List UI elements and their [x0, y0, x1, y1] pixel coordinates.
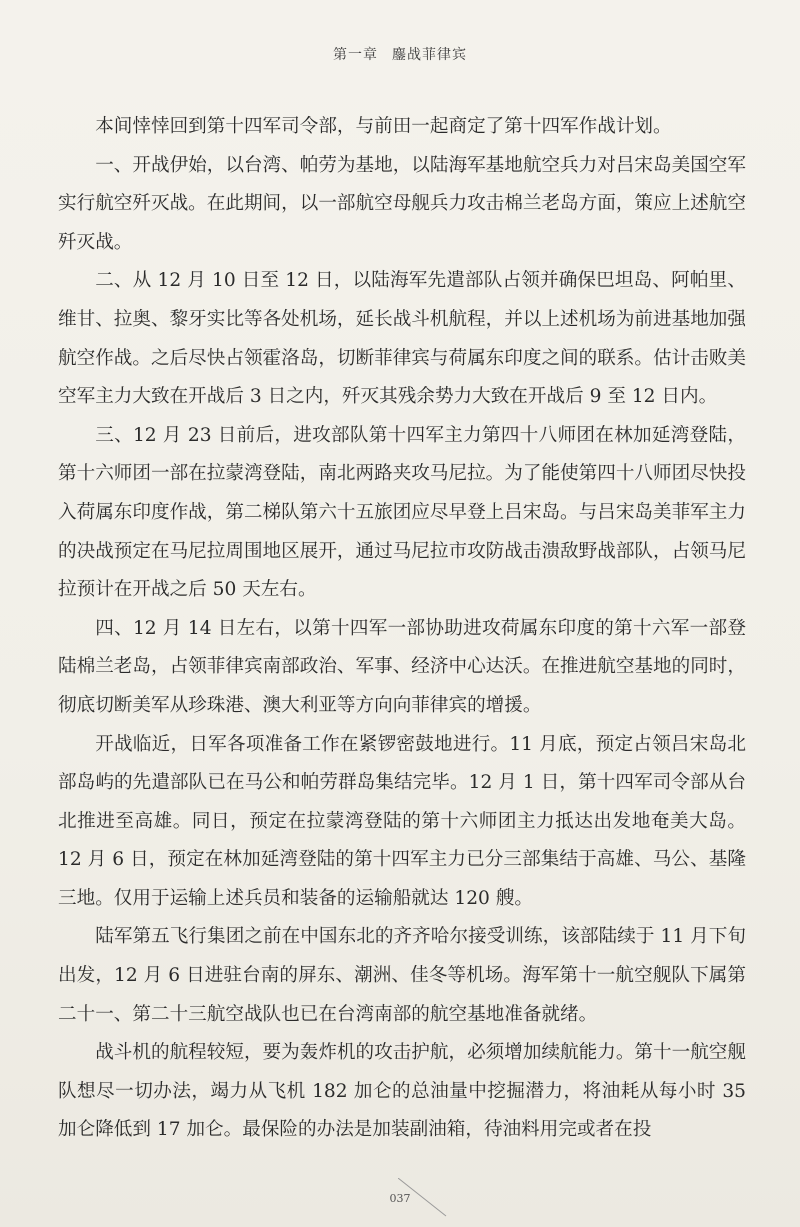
paragraph: 一、开战伊始，以台湾、帕劳为基地，以陆海军基地航空兵力对吕宋岛美国空军实行航空歼灭战。在此期间，以一部航空母舰兵力攻击棉兰老岛方面，策应上述航空歼灭战。	[58, 154, 746, 253]
paragraph: 战斗机的航程较短，要为轰炸机的攻击护航，必须增加续航能力。第十一航空舰队想尽一切办法，竭力从飞机 182 加仑的总油量中挖掘潜力，将油耗从每小时 35 加仑降低到 17 加仑。最保险的办法是加装副油箱，待油料用完或者在投	[58, 1042, 746, 1141]
chapter-label: 第一章	[333, 47, 378, 63]
paragraph: 二、从 12 月 10 日至 12 日，以陆海军先遣部队占领并确保巴坦岛、阿帕里、维甘、拉奥、黎牙实比等各处机场，延长战斗机航程，并以上述机场为前进基地加强航空作战。之后尽快占领霍洛岛，切断菲律宾与荷属东印度之间的联系。估计击败美空军主力大致在开战后 3 日之内，歼灭其残余势力大致在开战后 9 至 12 日内。	[58, 270, 746, 408]
paragraph: 陆军第五飞行集团之前在中国东北的齐齐哈尔接受训练，该部陆续于 11 月下旬出发，12 月 6 日进驻台南的屏东、潮洲、佳冬等机场。海军第十一航空舰队下属第二十一、第二十三航空战队也已在台湾南部的航空基地准备就绪。	[58, 926, 746, 1025]
paragraph: 三、12 月 23 日前后，进攻部队第十四军主力第四十八师团在林加延湾登陆，第十六师团一部在拉蒙湾登陆，南北两路夹攻马尼拉。为了能使第四十八师团尽快投入荷属东印度作战，第二梯队第六十五旅团应尽早登上吕宋岛。与吕宋岛美菲军主力的决战预定在马尼拉周围地区展开，通过马尼拉市攻防战击溃敌野战部队，占领马尼拉预计在开战之后 50 天左右。	[58, 424, 746, 601]
paragraph: 本间悻悻回到第十四军司令部，与前田一起商定了第十四军作战计划。	[95, 116, 672, 137]
paragraph: 四、12 月 14 日左右，以第十四军一部协助进攻荷属东印度的第十六军一部登陆棉兰老岛，占领菲律宾南部政治、军事、经济中心达沃。在推进航空基地的同时，彻底切断美军从珍珠港、澳大利亚等方向向菲律宾的增援。	[58, 617, 746, 716]
chapter-title: 鏖战菲律宾	[392, 47, 467, 63]
body-text	[58, 108, 746, 1150]
paragraph: 开战临近，日军各项准备工作在紧锣密鼓地进行。11 月底，预定占领吕宋岛北部岛屿的先遣部队已在马公和帕劳群岛集结完毕。12 月 1 日，第十四军司令部从台北推进至高雄。同日，预定在拉蒙湾登陆的第十六师团主力抵达出发地奄美大岛。12 月 6 日，预定在林加延湾登陆的第十四军主力已分三部集结于高雄、马公、基隆三地。仅用于运输上述兵员和装备的运输船就达 120 艘。	[58, 733, 746, 909]
page-number: 037	[389, 1192, 411, 1205]
running-header	[0, 44, 800, 64]
